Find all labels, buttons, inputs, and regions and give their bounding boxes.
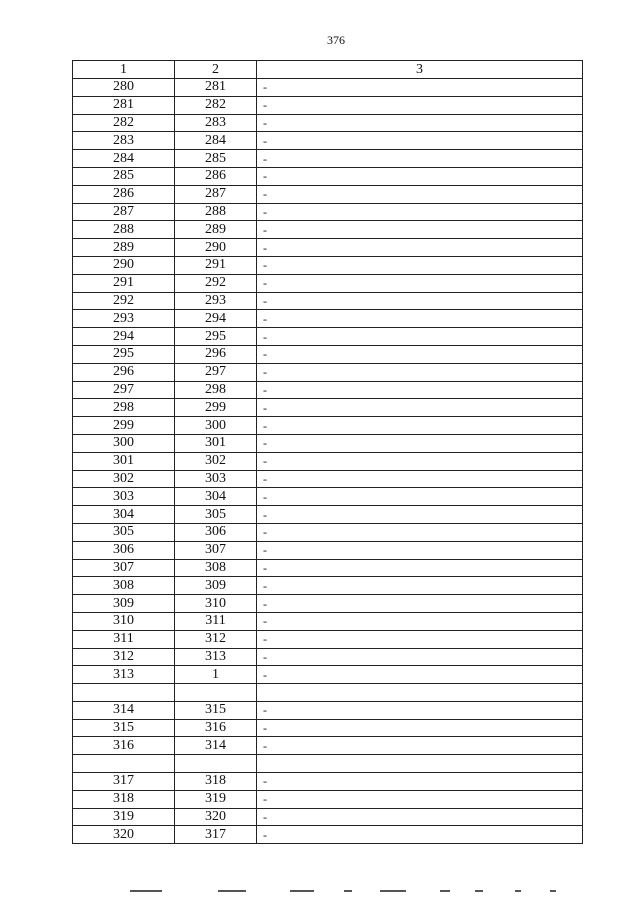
table-header-row bbox=[73, 61, 583, 79]
cell-col-2: 295 bbox=[175, 328, 257, 346]
cell-col-3: - bbox=[257, 701, 583, 719]
table-row bbox=[73, 150, 583, 168]
table-row bbox=[73, 434, 583, 452]
cell-col-3: - bbox=[257, 417, 583, 435]
cell-col-3: - bbox=[257, 434, 583, 452]
cell-col-1: 283 bbox=[73, 132, 175, 150]
cell-col-1: 309 bbox=[73, 595, 175, 613]
cell-col-2: 300 bbox=[175, 417, 257, 435]
table-row bbox=[73, 221, 583, 239]
cell-col-3: - bbox=[257, 328, 583, 346]
table-row bbox=[73, 773, 583, 791]
cell-col-1: 282 bbox=[73, 114, 175, 132]
table-row bbox=[73, 755, 583, 773]
cell-col-3: - bbox=[257, 773, 583, 791]
table-row bbox=[73, 132, 583, 150]
table-row bbox=[73, 310, 583, 328]
table-row bbox=[73, 684, 583, 702]
cell-col-3: - bbox=[257, 790, 583, 808]
cell-col-3: - bbox=[257, 292, 583, 310]
cell-col-3: - bbox=[257, 203, 583, 221]
cell-col-2: 284 bbox=[175, 132, 257, 150]
cell-col-2: 311 bbox=[175, 612, 257, 630]
table-row bbox=[73, 345, 583, 363]
cell-col-2: 288 bbox=[175, 203, 257, 221]
cell-col-3: - bbox=[257, 79, 583, 97]
cell-col-3: - bbox=[257, 399, 583, 417]
cell-col-2: 317 bbox=[175, 826, 257, 844]
cell-col-1: 312 bbox=[73, 648, 175, 666]
table-row bbox=[73, 826, 583, 844]
cell-col-3: - bbox=[257, 132, 583, 150]
cell-col-3: - bbox=[257, 345, 583, 363]
table-row bbox=[73, 292, 583, 310]
page-number: 376 bbox=[327, 33, 345, 47]
table-row bbox=[73, 612, 583, 630]
cell-col-2: 299 bbox=[175, 399, 257, 417]
table-body bbox=[73, 61, 583, 844]
cell-col-2: 1 bbox=[175, 666, 257, 684]
cell-col-2: 301 bbox=[175, 434, 257, 452]
header-cell-1: 1 bbox=[73, 61, 175, 79]
cell-col-2: 294 bbox=[175, 310, 257, 328]
scan-artifact bbox=[440, 890, 450, 892]
table-row bbox=[73, 630, 583, 648]
cell-col-2: 296 bbox=[175, 345, 257, 363]
table-row bbox=[73, 96, 583, 114]
cell-col-2: 293 bbox=[175, 292, 257, 310]
cell-col-3: - bbox=[257, 274, 583, 292]
cell-col-1: 298 bbox=[73, 399, 175, 417]
cell-col-1: 285 bbox=[73, 167, 175, 185]
cell-col-3: - bbox=[257, 488, 583, 506]
cell-col-1: 281 bbox=[73, 96, 175, 114]
cell-col-1: 308 bbox=[73, 577, 175, 595]
cell-col-2: 313 bbox=[175, 648, 257, 666]
cell-col-1: 319 bbox=[73, 808, 175, 826]
cell-col-1: 286 bbox=[73, 185, 175, 203]
cell-col-2: 304 bbox=[175, 488, 257, 506]
cell-col-2: 303 bbox=[175, 470, 257, 488]
cell-col-1: 280 bbox=[73, 79, 175, 97]
cell-col-1: 287 bbox=[73, 203, 175, 221]
cell-col-1: 317 bbox=[73, 773, 175, 791]
cell-col-3: - bbox=[257, 523, 583, 541]
cell-col-3: - bbox=[257, 719, 583, 737]
cell-col-2: 319 bbox=[175, 790, 257, 808]
cell-col-2: 314 bbox=[175, 737, 257, 755]
cell-col-1: 320 bbox=[73, 826, 175, 844]
scan-artifact bbox=[290, 890, 314, 892]
data-table-container bbox=[72, 60, 582, 844]
cell-col-3: - bbox=[257, 826, 583, 844]
table-row bbox=[73, 452, 583, 470]
cell-col-3: - bbox=[257, 150, 583, 168]
scan-artifact bbox=[344, 890, 352, 892]
cell-col-1: 305 bbox=[73, 523, 175, 541]
cell-col-1: 289 bbox=[73, 239, 175, 257]
header-cell-2: 2 bbox=[175, 61, 257, 79]
cell-col-2 bbox=[175, 684, 257, 702]
scan-artifact bbox=[218, 890, 246, 892]
cell-col-2: 320 bbox=[175, 808, 257, 826]
cell-col-2: 316 bbox=[175, 719, 257, 737]
cell-col-2: 283 bbox=[175, 114, 257, 132]
cell-col-1: 292 bbox=[73, 292, 175, 310]
table-row bbox=[73, 488, 583, 506]
cell-col-3: - bbox=[257, 452, 583, 470]
cell-col-3: - bbox=[257, 363, 583, 381]
cell-col-1 bbox=[73, 755, 175, 773]
cell-col-1: 299 bbox=[73, 417, 175, 435]
cell-col-3: - bbox=[257, 310, 583, 328]
table-row bbox=[73, 595, 583, 613]
cell-col-2: 285 bbox=[175, 150, 257, 168]
cell-col-1: 304 bbox=[73, 506, 175, 524]
table-row bbox=[73, 559, 583, 577]
cell-col-1: 306 bbox=[73, 541, 175, 559]
cell-col-1: 301 bbox=[73, 452, 175, 470]
table-row bbox=[73, 381, 583, 399]
cell-col-1: 293 bbox=[73, 310, 175, 328]
cell-col-2: 309 bbox=[175, 577, 257, 595]
cell-col-1: 302 bbox=[73, 470, 175, 488]
cell-col-3: - bbox=[257, 506, 583, 524]
cell-col-3: - bbox=[257, 541, 583, 559]
cell-col-1: 311 bbox=[73, 630, 175, 648]
cell-col-3: - bbox=[257, 256, 583, 274]
cell-col-1: 315 bbox=[73, 719, 175, 737]
cell-col-2: 291 bbox=[175, 256, 257, 274]
table-row bbox=[73, 79, 583, 97]
table-row bbox=[73, 737, 583, 755]
scan-artifact bbox=[550, 890, 556, 892]
cell-col-2: 302 bbox=[175, 452, 257, 470]
table-row bbox=[73, 203, 583, 221]
cell-col-3: - bbox=[257, 185, 583, 203]
cell-col-1: 296 bbox=[73, 363, 175, 381]
data-table bbox=[72, 60, 583, 844]
cell-col-2: 290 bbox=[175, 239, 257, 257]
table-row bbox=[73, 417, 583, 435]
table-row bbox=[73, 541, 583, 559]
cell-col-2: 312 bbox=[175, 630, 257, 648]
table-row bbox=[73, 790, 583, 808]
table-row bbox=[73, 470, 583, 488]
cell-col-3: - bbox=[257, 167, 583, 185]
cell-col-2: 292 bbox=[175, 274, 257, 292]
table-row bbox=[73, 648, 583, 666]
cell-col-2: 308 bbox=[175, 559, 257, 577]
cell-col-3 bbox=[257, 755, 583, 773]
cell-col-1: 284 bbox=[73, 150, 175, 168]
cell-col-1: 290 bbox=[73, 256, 175, 274]
cell-col-1: 313 bbox=[73, 666, 175, 684]
cell-col-3: - bbox=[257, 221, 583, 239]
cell-col-1: 297 bbox=[73, 381, 175, 399]
cell-col-3: - bbox=[257, 381, 583, 399]
cell-col-2: 298 bbox=[175, 381, 257, 399]
cell-col-3: - bbox=[257, 737, 583, 755]
table-row bbox=[73, 701, 583, 719]
cell-col-1: 288 bbox=[73, 221, 175, 239]
cell-col-1: 303 bbox=[73, 488, 175, 506]
cell-col-3: - bbox=[257, 595, 583, 613]
cell-col-1: 316 bbox=[73, 737, 175, 755]
cell-col-2: 287 bbox=[175, 185, 257, 203]
cell-col-1: 314 bbox=[73, 701, 175, 719]
cell-col-1: 307 bbox=[73, 559, 175, 577]
cell-col-3: - bbox=[257, 630, 583, 648]
table-row bbox=[73, 719, 583, 737]
table-row bbox=[73, 114, 583, 132]
table-row bbox=[73, 328, 583, 346]
table-row bbox=[73, 577, 583, 595]
cell-col-3: - bbox=[257, 577, 583, 595]
cell-col-1 bbox=[73, 684, 175, 702]
table-row bbox=[73, 239, 583, 257]
table-row bbox=[73, 274, 583, 292]
cell-col-3: - bbox=[257, 470, 583, 488]
table-row bbox=[73, 506, 583, 524]
table-row bbox=[73, 185, 583, 203]
table-row bbox=[73, 523, 583, 541]
cell-col-3: - bbox=[257, 612, 583, 630]
scan-artifact-strip bbox=[130, 888, 580, 894]
cell-col-2: 310 bbox=[175, 595, 257, 613]
cell-col-1: 295 bbox=[73, 345, 175, 363]
table-row bbox=[73, 167, 583, 185]
cell-col-3: - bbox=[257, 808, 583, 826]
cell-col-3: - bbox=[257, 559, 583, 577]
cell-col-3: - bbox=[257, 239, 583, 257]
scan-artifact bbox=[130, 890, 162, 892]
cell-col-2: 305 bbox=[175, 506, 257, 524]
cell-col-2: 307 bbox=[175, 541, 257, 559]
cell-col-3: - bbox=[257, 114, 583, 132]
cell-col-2: 315 bbox=[175, 701, 257, 719]
cell-col-2: 286 bbox=[175, 167, 257, 185]
table-row bbox=[73, 256, 583, 274]
cell-col-1: 310 bbox=[73, 612, 175, 630]
cell-col-1: 294 bbox=[73, 328, 175, 346]
cell-col-3: - bbox=[257, 648, 583, 666]
cell-col-3: - bbox=[257, 666, 583, 684]
cell-col-2 bbox=[175, 755, 257, 773]
header-cell-3: 3 bbox=[257, 61, 583, 79]
table-row bbox=[73, 808, 583, 826]
cell-col-1: 300 bbox=[73, 434, 175, 452]
cell-col-2: 318 bbox=[175, 773, 257, 791]
table-row bbox=[73, 399, 583, 417]
table-row bbox=[73, 363, 583, 381]
cell-col-2: 306 bbox=[175, 523, 257, 541]
cell-col-1: 291 bbox=[73, 274, 175, 292]
cell-col-3 bbox=[257, 684, 583, 702]
scan-artifact bbox=[515, 890, 521, 892]
cell-col-1: 318 bbox=[73, 790, 175, 808]
cell-col-2: 297 bbox=[175, 363, 257, 381]
cell-col-2: 282 bbox=[175, 96, 257, 114]
scan-artifact bbox=[380, 890, 406, 892]
cell-col-2: 281 bbox=[175, 79, 257, 97]
cell-col-2: 289 bbox=[175, 221, 257, 239]
cell-col-3: - bbox=[257, 96, 583, 114]
scan-artifact bbox=[475, 890, 483, 892]
table-row bbox=[73, 666, 583, 684]
